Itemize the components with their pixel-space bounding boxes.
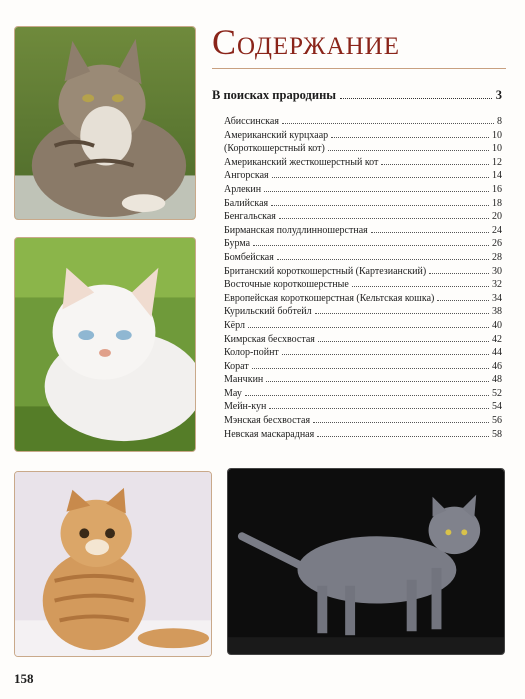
toc-entry-page: 44 — [492, 347, 502, 359]
toc-entry-page: 38 — [492, 306, 502, 318]
toc-entry[interactable] — [224, 400, 502, 414]
toc-entry-page: 10 — [492, 129, 502, 141]
toc-entry[interactable] — [224, 156, 502, 170]
toc-entry-page: 58 — [492, 428, 502, 440]
leader-dots — [269, 408, 489, 409]
toc-intro-page: 3 — [495, 88, 502, 102]
toc-entry[interactable] — [224, 169, 502, 183]
toc-entry-label: Колор-пойнт — [224, 347, 279, 359]
toc-entry-page: 28 — [492, 251, 502, 263]
toc-entry-page: 14 — [492, 170, 502, 182]
leader-dots — [282, 354, 489, 355]
toc-entry-label: Мейн-кун — [224, 401, 267, 413]
toc-entry-label: Европейская короткошерстная (Кельтская кошка) — [224, 292, 435, 304]
leader-dots — [277, 259, 489, 260]
toc-entry-label: Ангорская — [224, 170, 269, 182]
leader-dots — [252, 368, 489, 369]
toc-entry-label: Бирманская полудлинношерстная — [224, 224, 368, 236]
toc-entry[interactable] — [224, 129, 502, 143]
toc-entry-page: 34 — [492, 292, 502, 304]
toc-entry[interactable] — [224, 333, 502, 347]
toc-entry-label: Арлекин — [224, 183, 262, 195]
toc-entry[interactable] — [224, 305, 502, 319]
toc-entry-page: 32 — [492, 279, 502, 291]
toc-entry[interactable] — [224, 373, 502, 387]
leader-dots — [315, 313, 489, 314]
toc-intro-entry[interactable] — [212, 88, 502, 103]
toc-entry-label: Американский жесткошерстный кот — [224, 156, 379, 168]
toc-entry-page: 54 — [492, 401, 502, 413]
toc-entry-page: 18 — [492, 197, 502, 209]
toc-entry-label: Бенгальская — [224, 211, 276, 223]
leader-dots — [371, 232, 489, 233]
leader-dots — [313, 422, 489, 423]
leader-dots — [381, 164, 489, 165]
toc-entry-page: 24 — [492, 224, 502, 236]
leader-dots — [331, 137, 489, 138]
toc-entry[interactable] — [224, 224, 502, 238]
page-number: 158 — [14, 671, 34, 686]
toc-entry-label: Курильский бобтейл — [224, 306, 312, 318]
leader-dots — [340, 98, 492, 99]
leader-dots — [279, 218, 489, 219]
toc-entry-label: Кимрская бесхвостая — [224, 333, 315, 345]
toc-entry-page: 12 — [492, 156, 502, 168]
toc-entry-label: Абиссинская — [224, 116, 279, 127]
toc-entry-label: Балийская — [224, 197, 269, 209]
leader-dots — [318, 341, 489, 342]
toc-entry[interactable] — [224, 346, 502, 360]
toc-entry-label: Кёрл — [224, 319, 245, 331]
toc-entry-label: Невская маскарадная — [224, 428, 315, 440]
toc-entry-label: Корат — [224, 360, 249, 372]
title-divider — [212, 68, 506, 69]
toc-entry-page: 40 — [492, 319, 502, 331]
toc-entry-label: Мау — [224, 387, 242, 399]
leader-dots — [317, 436, 489, 437]
toc-entry[interactable] — [224, 387, 502, 401]
toc-entry-page: 16 — [492, 183, 502, 195]
toc-entry[interactable] — [224, 414, 502, 428]
photo-white-cat — [14, 237, 196, 452]
toc-entry[interactable] — [224, 251, 502, 265]
leader-dots — [272, 177, 489, 178]
toc-entry-page: 30 — [492, 265, 502, 277]
toc-entry[interactable] — [224, 265, 502, 279]
toc-entry-label: Манчкин — [224, 374, 264, 386]
toc-intro-label: В поисках прародины — [212, 88, 337, 102]
leader-dots — [248, 327, 489, 328]
page-title: Содержание — [212, 22, 401, 62]
toc-entry-page: 52 — [492, 387, 502, 399]
toc-entry-label: Восточные короткошерстные — [224, 279, 349, 291]
toc-entry-page: 26 — [492, 238, 502, 250]
toc-entry-page: 10 — [492, 143, 502, 155]
toc-entry[interactable] — [224, 210, 502, 224]
toc-entry[interactable] — [224, 360, 502, 374]
toc-entry-label: Бомбейская — [224, 251, 274, 263]
toc-entry[interactable] — [224, 292, 502, 306]
toc-entry[interactable] — [224, 183, 502, 197]
leader-dots — [253, 245, 489, 246]
toc-entry[interactable] — [224, 142, 502, 156]
leader-dots — [328, 150, 489, 151]
leader-dots — [282, 123, 494, 124]
toc-entry-label: Американский курцхаар — [224, 129, 329, 141]
toc-entry[interactable] — [224, 237, 502, 251]
toc-entry[interactable] — [224, 115, 502, 129]
toc-entry-label: Бурма — [224, 238, 251, 250]
toc-entry[interactable] — [224, 197, 502, 211]
leader-dots — [271, 205, 489, 206]
toc-entry-page: 46 — [492, 360, 502, 372]
toc-entry-label: (Короткошерстный кот) — [224, 143, 325, 155]
toc-entry-label: Мэнская бесхвостая — [224, 415, 311, 427]
photo-maine-coon — [14, 26, 196, 220]
toc-entry-page: 20 — [492, 211, 502, 223]
leader-dots — [245, 395, 489, 396]
toc-entry[interactable] — [224, 428, 502, 442]
leader-dots — [266, 381, 489, 382]
toc-entry[interactable] — [224, 319, 502, 333]
toc-list — [224, 115, 502, 441]
leader-dots — [429, 273, 489, 274]
toc-entry-page: 56 — [492, 415, 502, 427]
toc-entry[interactable] — [224, 278, 502, 292]
leader-dots — [352, 286, 489, 287]
leader-dots — [437, 300, 489, 301]
toc-entry-page: 48 — [492, 374, 502, 386]
leader-dots — [264, 191, 489, 192]
toc-entry-page: 42 — [492, 333, 502, 345]
photo-ginger-kitten — [14, 471, 212, 657]
toc-entry-page: 8 — [497, 116, 502, 127]
photo-grey-cat — [227, 468, 505, 655]
toc-entry-label: Британский короткошерстный (Картезианский) — [224, 265, 427, 277]
